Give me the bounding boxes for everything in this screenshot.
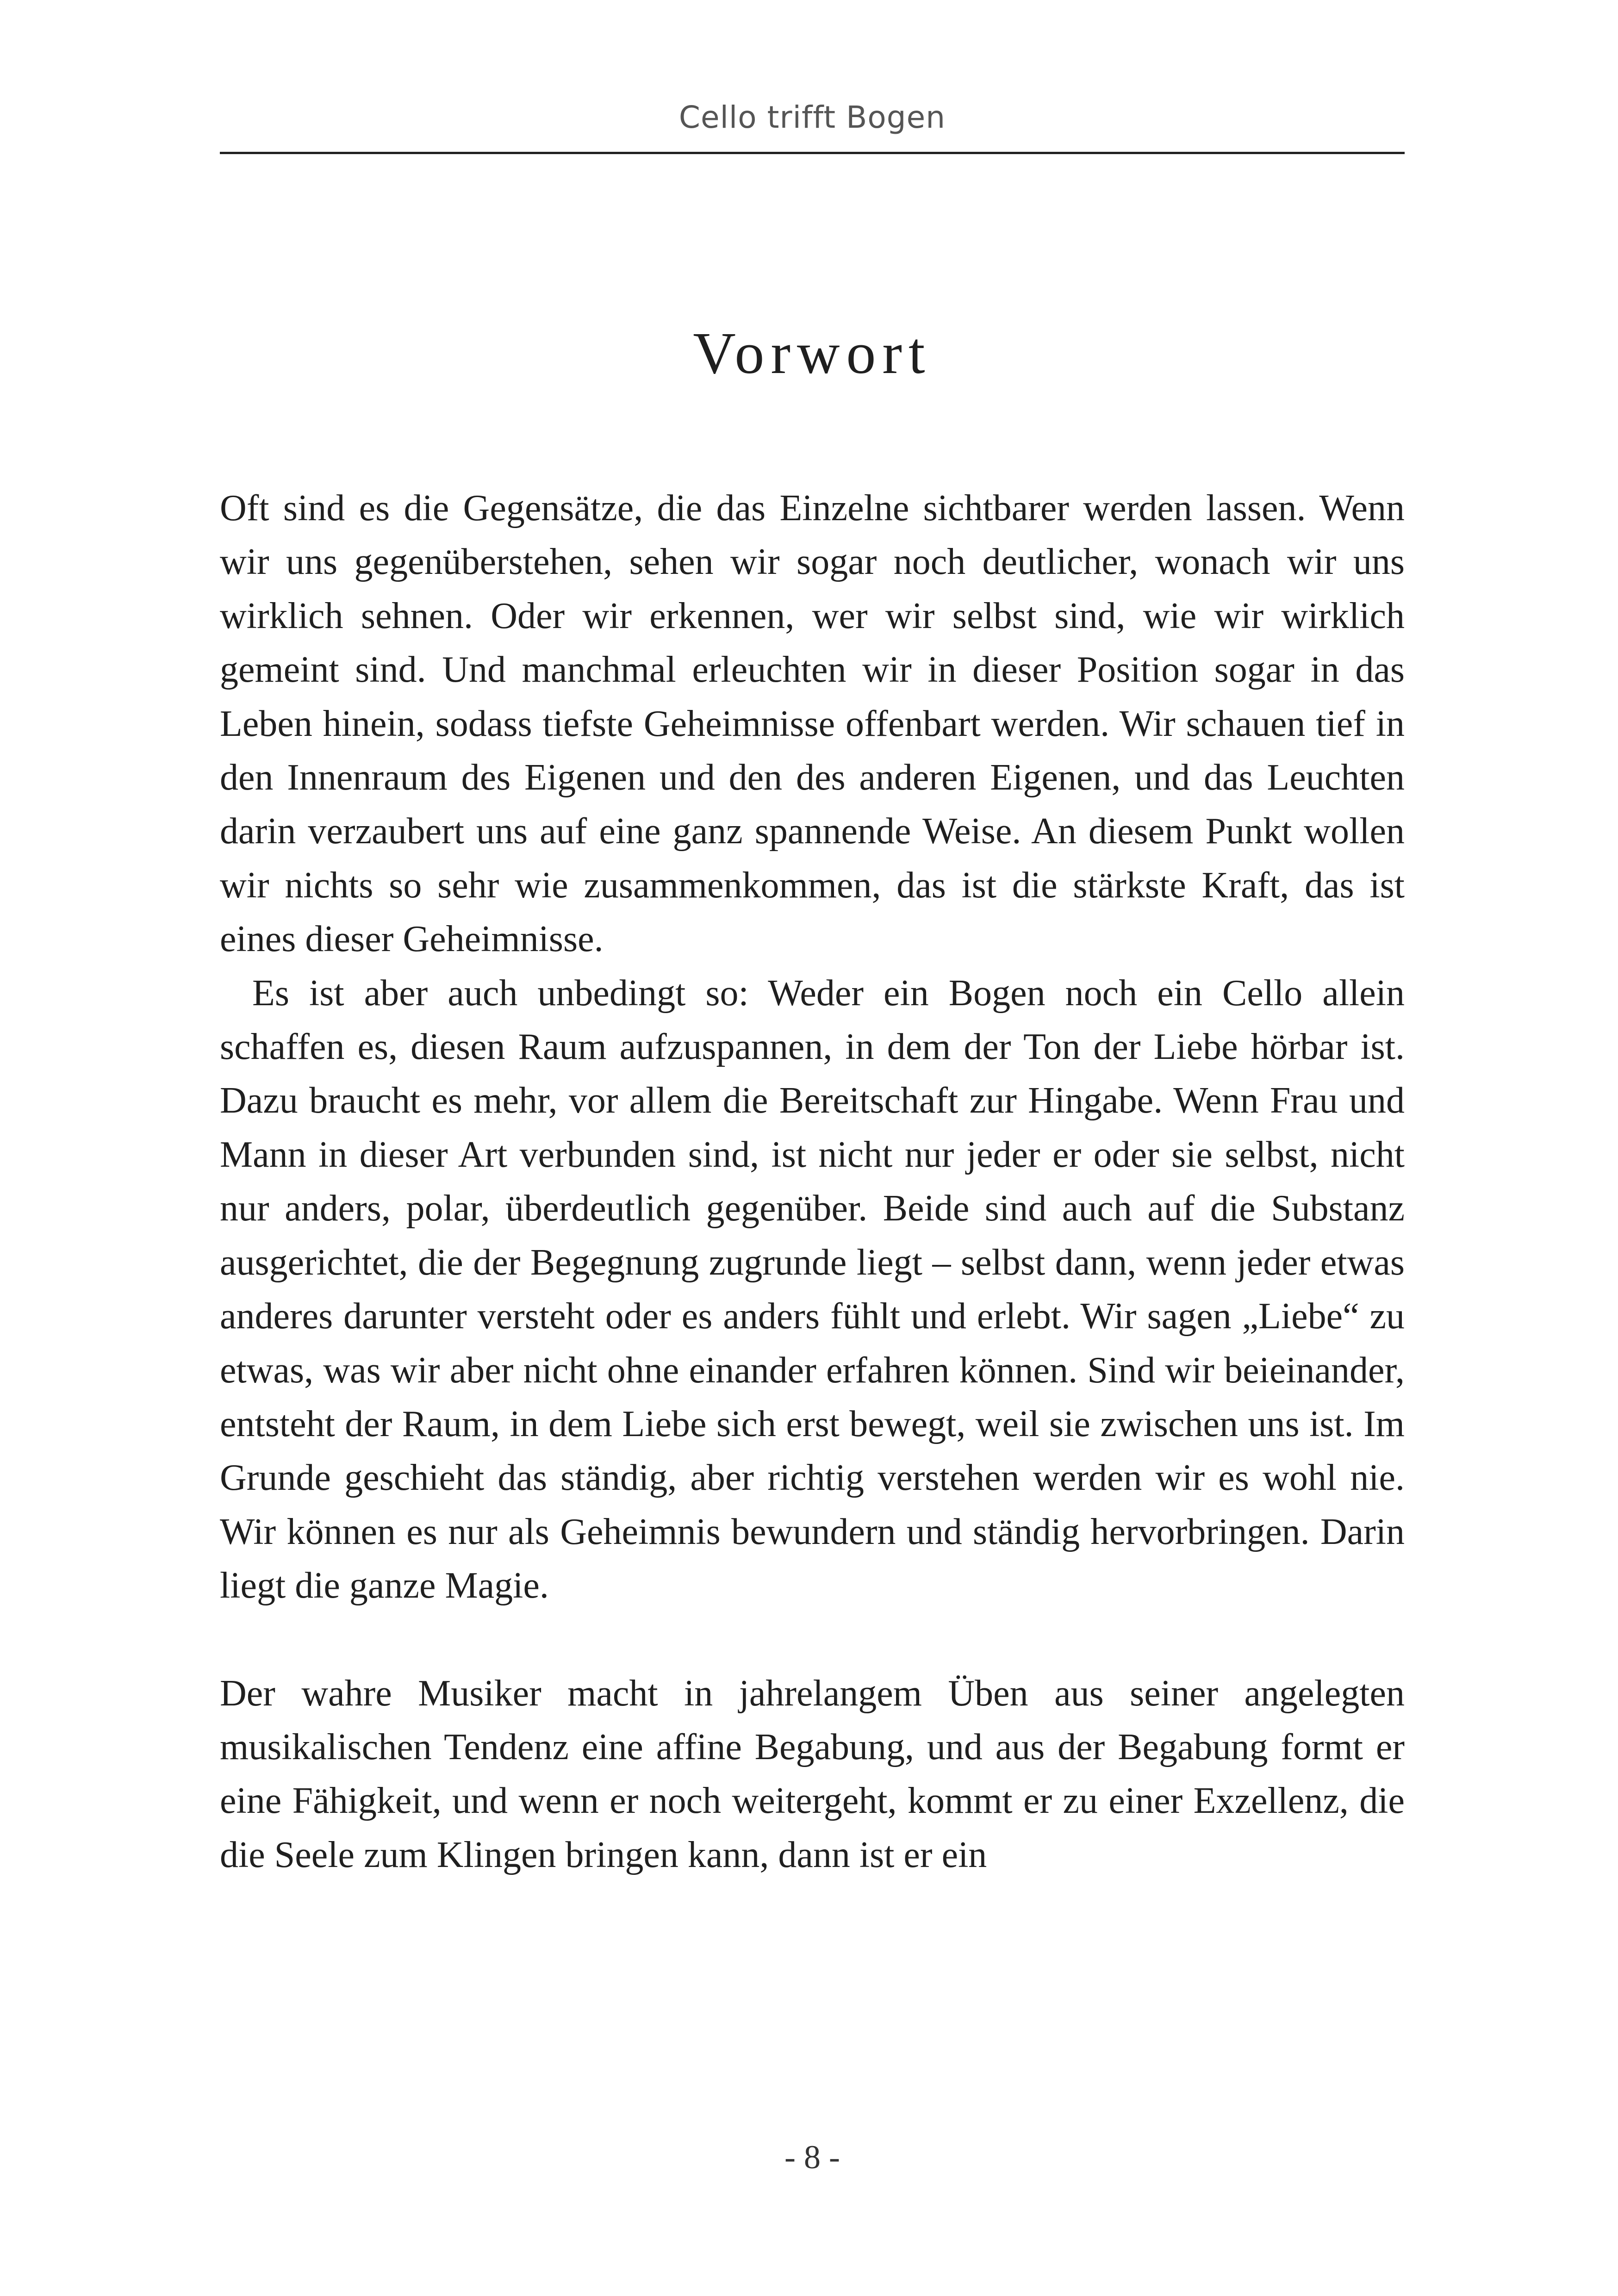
page-number: - 8 - — [784, 2139, 840, 2176]
paragraph: Der wahre Musiker macht in jahrelangem Üben aus seiner angelegten musikalischen Tendenz eine affine Begabung, und aus der Begabung formt er eine Fähigkeit, und wenn er noch weitergeht, kommt er zu einer Exzellenz, die die Seele zum Klingen bringen kann, dann ist er ein — [220, 1673, 1405, 1875]
header-rule — [220, 152, 1405, 154]
running-header: Cello trifft Bogen — [678, 100, 946, 135]
chapter-title: Vorwort — [693, 320, 932, 386]
body-text — [220, 481, 1405, 1882]
paragraph: Oft sind es die Gegensätze, die das Einzelne sichtbarer werden lassen. Wenn wir uns gegenüberstehen, sehen wir sogar noch deutlicher, wonach wir uns wirklich sehnen. Oder wir erkennen, wer wir selbst sind, wie wir wirklich gemeint sind. Und manchmal erleuchten wir in dieser Position sogar in das Leben hinein, sodass tiefste Geheimnisse offenbart werden. Wir schauen tief in den Innenraum des Eigenen und den des anderen Eigenen, und das Leuchten darin verzaubert uns auf eine ganz spannende Weise. An diesem Punkt wollen wir nichts so sehr wie zusammenkommen, das ist die stärkste Kraft, das ist eines dieser Geheimnisse. — [220, 488, 1405, 960]
paragraph: Es ist aber auch unbedingt so: Weder ein Bogen noch ein Cello allein schaffen es, diesen Raum aufzuspannen, in dem der Ton der Liebe hörbar ist. Dazu braucht es mehr, vor allem die Bereitschaft zur Hingabe. Wenn Frau und Mann in dieser Art verbunden sind, ist nicht nur jeder er oder sie selbst, nicht nur anders, polar, überdeutlich gegenüber. Beide sind auch auf die Substanz ausgerichtet, die der Begegnung zugrunde liegt – selbst dann, wenn jeder etwas anderes darunter versteht oder es anders fühlt und erlebt. Wir sagen „Liebe“ zu etwas, was wir aber nicht ohne einander erfahren können. Sind wir beieinander, entsteht der Raum, in dem Liebe sich erst bewegt, weil sie zwischen uns ist. Im Grunde geschieht das ständig, aber richtig verstehen werden wir es wohl nie. Wir können es nur als Geheimnis bewundern und ständig hervorbringen. Darin liegt die ganze Magie. — [220, 972, 1405, 1606]
